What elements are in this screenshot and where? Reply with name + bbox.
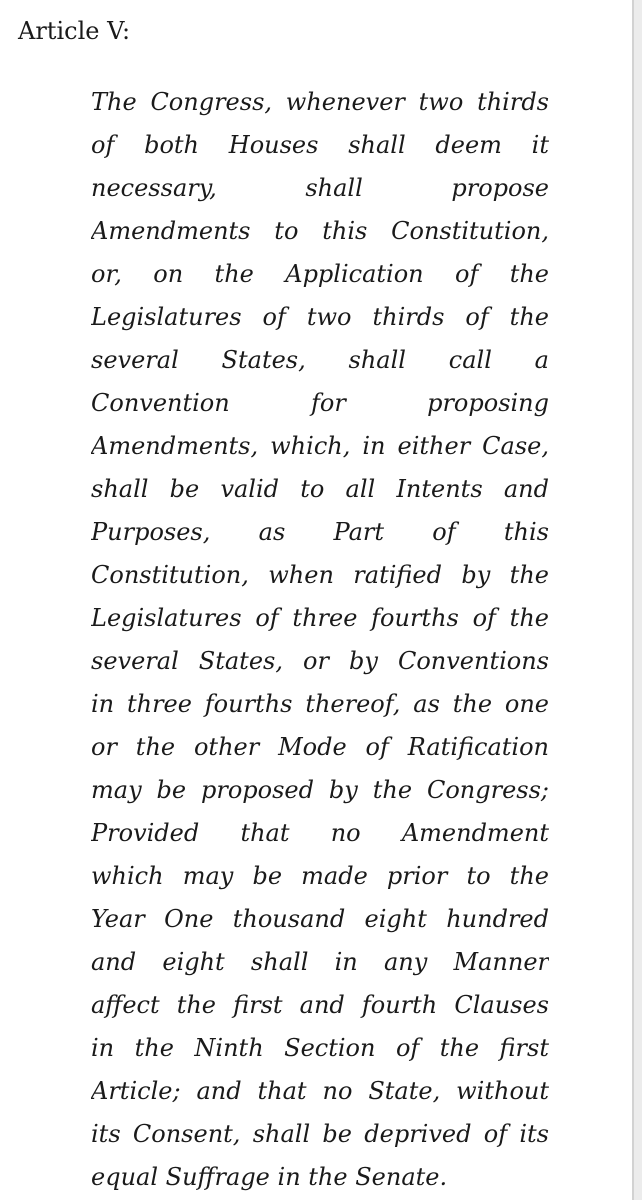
text-line: equal Suffrage in the Senate.	[91, 1163, 448, 1191]
text-line: Amendments to this Constitution,	[91, 217, 549, 245]
text-line: several States, or by Conventions	[91, 647, 549, 675]
text-line: Amendments, which, in either Case,	[91, 432, 549, 460]
text-line: and eight shall in any Manner	[91, 948, 549, 976]
text-line: Article; and that no State, without	[91, 1077, 549, 1105]
text-line: may be proposed by the Congress;	[91, 776, 549, 804]
text-line: Legislatures of three fourths of the	[91, 604, 549, 632]
article-text	[91, 81, 549, 1199]
text-line: several States, shall call a	[91, 346, 549, 374]
text-line: in the Ninth Section of the first	[91, 1034, 549, 1062]
text-line: The Congress, whenever two thirds	[91, 88, 549, 116]
text-line: or, on the Application of the	[91, 260, 549, 288]
text-line: Year One thousand eight hundred	[91, 905, 549, 933]
text-line: Constitution, when ratified by the	[91, 561, 549, 589]
text-line: Purposes, as Part of this	[91, 518, 549, 546]
text-line: necessary, shall propose	[91, 174, 549, 202]
text-line: which may be made prior to the	[91, 862, 549, 890]
text-line: Convention for proposing	[91, 389, 549, 417]
scroll-rail[interactable]	[634, 0, 642, 1200]
text-line: of both Houses shall deem it	[91, 131, 549, 159]
text-line: in three fourths thereof, as the one	[91, 690, 549, 718]
text-line: its Consent, shall be deprived of its	[91, 1120, 549, 1148]
article-heading: Article V:	[18, 17, 131, 45]
text-line: Legislatures of two thirds of the	[91, 303, 549, 331]
text-line: affect the first and fourth Clauses	[91, 991, 549, 1019]
text-line: or the other Mode of Ratification	[91, 733, 549, 761]
text-line: Provided that no Amendment	[91, 819, 549, 847]
text-line: shall be valid to all Intents and	[91, 475, 549, 503]
